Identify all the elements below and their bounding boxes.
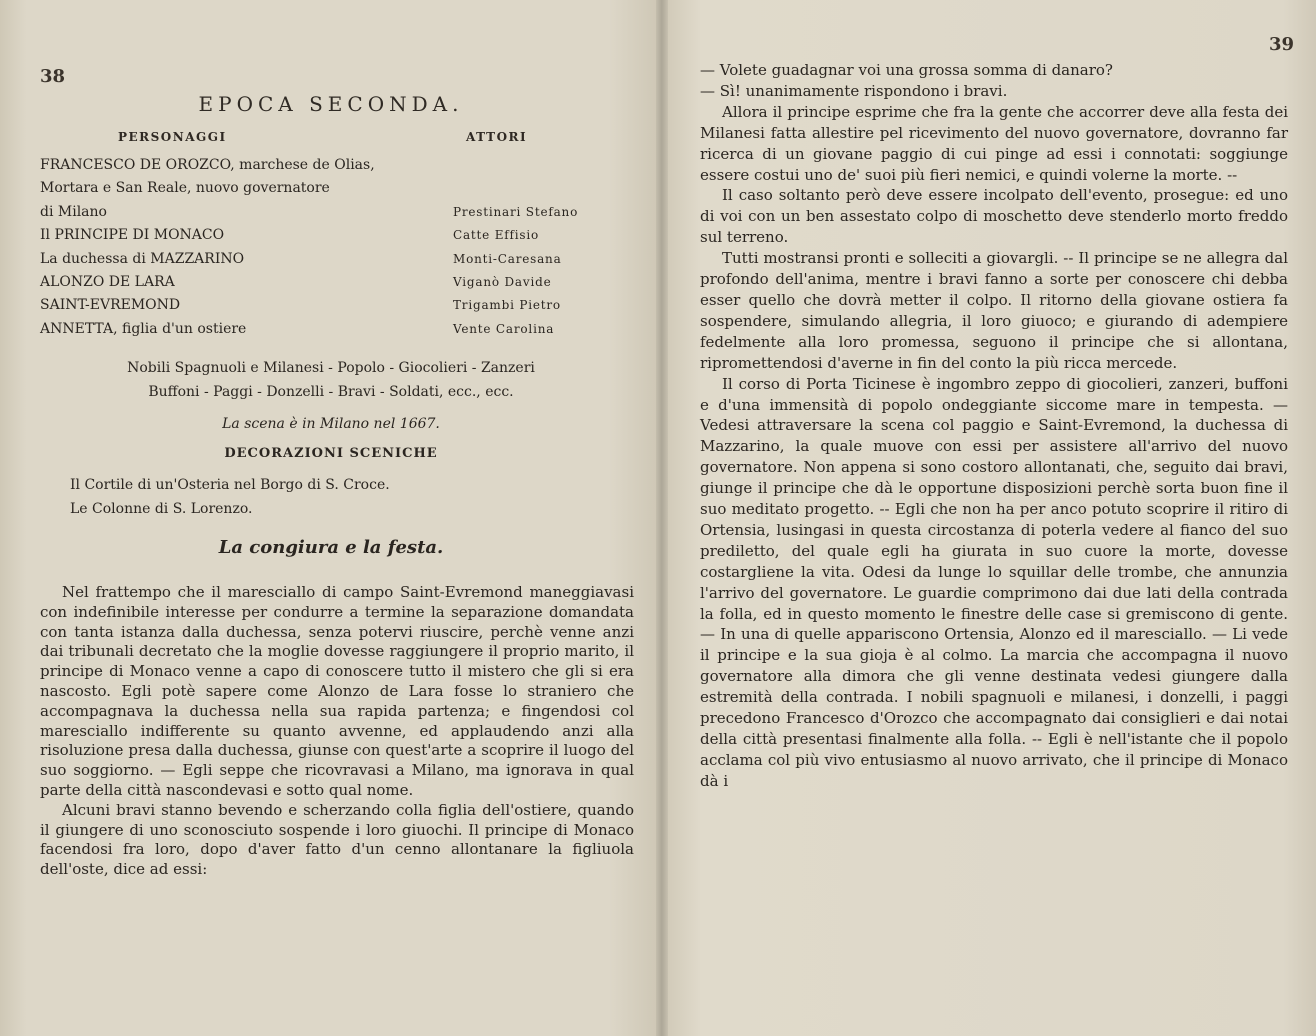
cast-actor: Viganò Davide: [453, 274, 552, 289]
ensemble-line: Buffoni - Paggi - Donzelli - Bravi - Soldati, ecc., ecc.: [148, 384, 514, 400]
cast-actor: Vente Carolina: [453, 321, 555, 336]
cast-row: [40, 201, 620, 224]
cast-list: [40, 154, 620, 341]
characters-heading: PERSONAGGI: [118, 130, 227, 144]
cast-actor: Trigambi Pietro: [453, 298, 561, 313]
cast-row: [40, 177, 620, 200]
actors-heading: ATTORI: [466, 130, 528, 144]
cast-role: Il PRINCIPE DI MONACO: [40, 227, 225, 244]
cast-role: La duchessa di MAZZARINO: [40, 250, 245, 267]
cast-actor: Monti-Caresana: [453, 251, 562, 266]
paragraph: Il caso soltanto però deve essere incolpato dell'evento, prosegue: ed uno di voi con un ben assestato colpo di moschetto deve stenderlo morto freddo sul terreno.: [700, 186, 1288, 247]
cast-role: Mortara e San Reale, nuovo governatore: [40, 180, 330, 197]
cast-row: [40, 154, 620, 177]
ensemble-line: Nobili Spagnuoli e Milanesi - Popolo - Giocolieri - Zanzeri: [127, 360, 535, 376]
cast-role: SAINT-EVREMOND: [40, 297, 181, 314]
decorations-heading: DECORAZIONI SCENICHE: [224, 446, 438, 461]
paragraph: Alcuni bravi stanno bevendo e scherzando colla figlia dell'ostiere, quando il giungere di uno sconosciuto sospende i loro giuochi. Il principe di Monaco facendosi fra loro, dopo d'aver fatto d'un cenno allontanare la figliuola dell'oste, dice ad essi:: [40, 800, 634, 879]
cast-row: [40, 248, 620, 271]
set-item: Il Cortile di un'Osteria nel Borgo di S. Croce.: [70, 477, 390, 493]
paragraph: Allora il principe esprime che fra la gente che accorrer deve alla festa dei Milanesi fatta allestire pel ricevimento del nuovo governatore, dovranno far ricerca di un giovane paggio di cui pinge ad essi i connotati: soggiunge essere costui uno de' suoi più fieri nemici, e quindi volerne la morte. --: [700, 102, 1288, 184]
page-number-right: 39: [1268, 34, 1294, 55]
cast-row: [40, 224, 620, 247]
body-text-right: [700, 60, 1288, 792]
cast-role: ANNETTA, figlia d'un ostiere: [40, 320, 247, 337]
right-page: [662, 0, 1316, 1036]
set-item: Le Colonne di S. Lorenzo.: [70, 501, 253, 517]
setting-line: La scena è in Milano nel 1667.: [222, 416, 440, 432]
body-text-left: [40, 583, 634, 880]
cast-row: [40, 318, 620, 341]
paragraph: — Sì! unanimamente rispondono i bravi.: [700, 81, 1008, 100]
epoch-title: EPOCA SECONDA.: [198, 92, 464, 116]
cast-row: [40, 294, 620, 317]
cast-role: ALONZO DE LARA: [40, 273, 175, 290]
paragraph: Tutti mostransi pronti e solleciti a giovargli. -- Il principe se ne allegra dal profondo dell'anima, mentre i bravi fanno a sorte per conoscere chi debba esser quello che dovrà metter il colpo. Il ritorno della giovane ostiera fa sospendere, simulando allegria, il loro giuoco; e giurando di adempiere fedelmente alla loro promessa, seguono il principe che si allontana, ripromettendosi d'averne in fin del conto la più ricca mercede.: [700, 249, 1288, 372]
cast-role: FRANCESCO DE OROZCO, marchese de Olias,: [40, 157, 375, 173]
paragraph: Nel frattempo che il maresciallo di campo Saint-Evremond maneggiavasi con indefinibile interesse per condurre a termine la separazione domandata con tanta istanza dalla duchessa, senza potervi riuscire, perchè venne anzi dai tribunali decretato che la moglie dovesse raggiungere il proprio marito, il principe di Monaco venne a capo di conoscere tutto il mistero che gli si era nascosto. Egli potè sapere come Alonzo de Lara fosse lo straniero che accompagnava la duchessa nella sua rapida partenza; e fingendosi col maresciallo indifferente su quanto avvenne, ed applaudendo anzi alla risoluzione presa dalla duchessa, giunse con quest'arte a scoprire il luogo del suo soggiorno. — Egli seppe che ricovravasi a Milano, ma ignorava in qual parte della città nascondevasi e sotto qual nome.: [40, 583, 634, 799]
page-number-left: 38: [40, 66, 66, 87]
book-gutter: [656, 0, 668, 1036]
paragraph: — Volete guadagnar voi una grossa somma di danaro?: [700, 61, 1113, 79]
section-title: La congiura e la festa.: [218, 537, 444, 558]
cast-actor: Prestinari Stefano: [453, 204, 579, 219]
cast-actor: Catte Effisio: [453, 228, 539, 243]
cast-role: di Milano: [40, 203, 107, 220]
cast-row: [40, 271, 620, 294]
paragraph: Il corso di Porta Ticinese è ingombro zeppo di giocolieri, zanzeri, buffoni e d'una immensità di popolo ondeggiante siccome mare in tempesta. — Vedesi attraversare la scena col paggio e Saint-Evremond, la duchessa di Mazzarino, la quale muove con essi per assistere all'arrivo del nuovo governatore. Non appena si sono costoro allontanati, che, seguito dai bravi, giunge il principe che dà le opportune disposizioni perchè sorta buon fine il suo meditato progetto. -- Egli che non ha per anco potuto scoprire il ritiro di Ortensia, lusingasi in questa circostanza di poterla vedere al fianco del suo prediletto, del quale egli ha giurata in suo cuore la morte, dovesse costargliene la vita. Odesi da lunge lo squillar delle trombe, che annunzia l'arrivo del governatore. Le guardie comprimono dai due lati della contrada la folla, ed in questo momento le finestre delle case si gremiscono di gente. — In una di quelle appariscono Ortensia, Alonzo ed il maresciallo. — Li vede il principe e la sua gioja è al colmo. La marcia che accompagna il nuovo governatore alla dimora che gli venne destinata vedesi giungere dalla estremità della contrada. I nobili spagnuoli e milanesi, i donzelli, i paggi precedono Francesco d'Orozco che accompagnato dai consiglieri e dai notai della città presentasi finalmente alla folla. -- Egli è nell'istante che il popolo acclama col più vivo entusiasmo al nuovo arrivato, che il principe di Monaco dà i: [700, 374, 1288, 790]
